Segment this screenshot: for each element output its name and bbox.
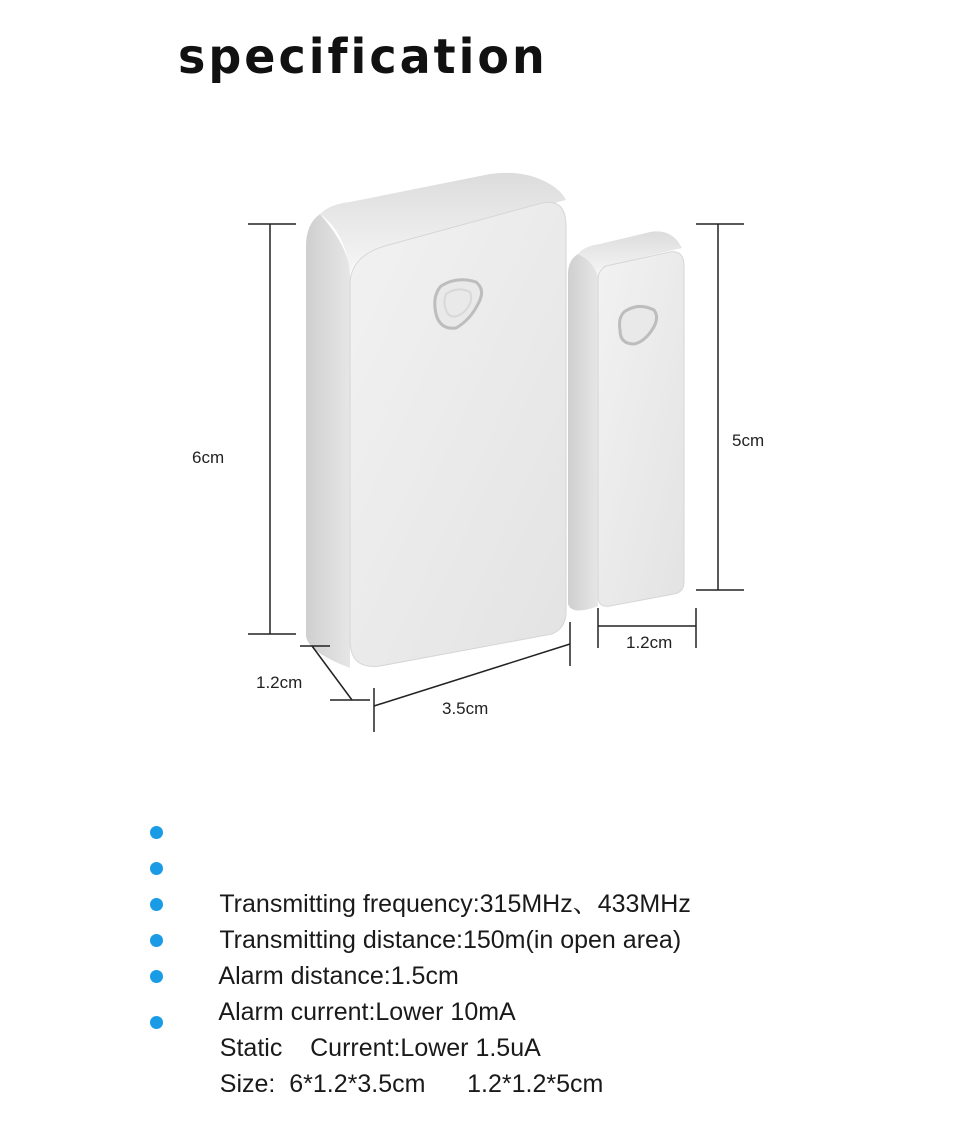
dim-label-main-depth: 1.2cm xyxy=(256,673,303,692)
bullet-icon xyxy=(150,934,163,947)
bullet-icon xyxy=(150,826,163,839)
magnet-sensor xyxy=(568,231,684,610)
main-sensor-side xyxy=(306,214,350,668)
main-sensor xyxy=(306,173,566,668)
spec-text: Static Current:Lower 1.5uA xyxy=(219,1034,541,1062)
dim-label-main-height: 6cm xyxy=(192,448,225,467)
bullet-icon xyxy=(150,862,163,875)
spec-text: Transmitting frequency:315MHz、433MHz xyxy=(219,890,691,918)
page-title: specification xyxy=(178,28,548,85)
bullet-icon xyxy=(150,898,163,911)
main-sensor-face xyxy=(350,202,566,666)
spec-list xyxy=(150,814,930,1098)
dim-label-main-width: 3.5cm xyxy=(442,699,489,718)
bullet-icon xyxy=(150,1016,163,1029)
spec-text: Transmitting distance:150m(in open area) xyxy=(219,926,682,954)
magnet-side xyxy=(568,254,598,611)
spec-text: Alarm distance:1.5cm xyxy=(218,962,459,990)
bullet-icon xyxy=(150,970,163,983)
spec-text: Size: 6*1.2*3.5cm 1.2*1.2*5cm xyxy=(219,1070,604,1098)
spec-text: Alarm current:Lower 10mA xyxy=(218,998,516,1026)
dim-label-magnet-height: 5cm xyxy=(732,431,765,450)
spec-item-frequency xyxy=(150,814,930,918)
dim-label-magnet-width: 1.2cm xyxy=(626,633,673,652)
